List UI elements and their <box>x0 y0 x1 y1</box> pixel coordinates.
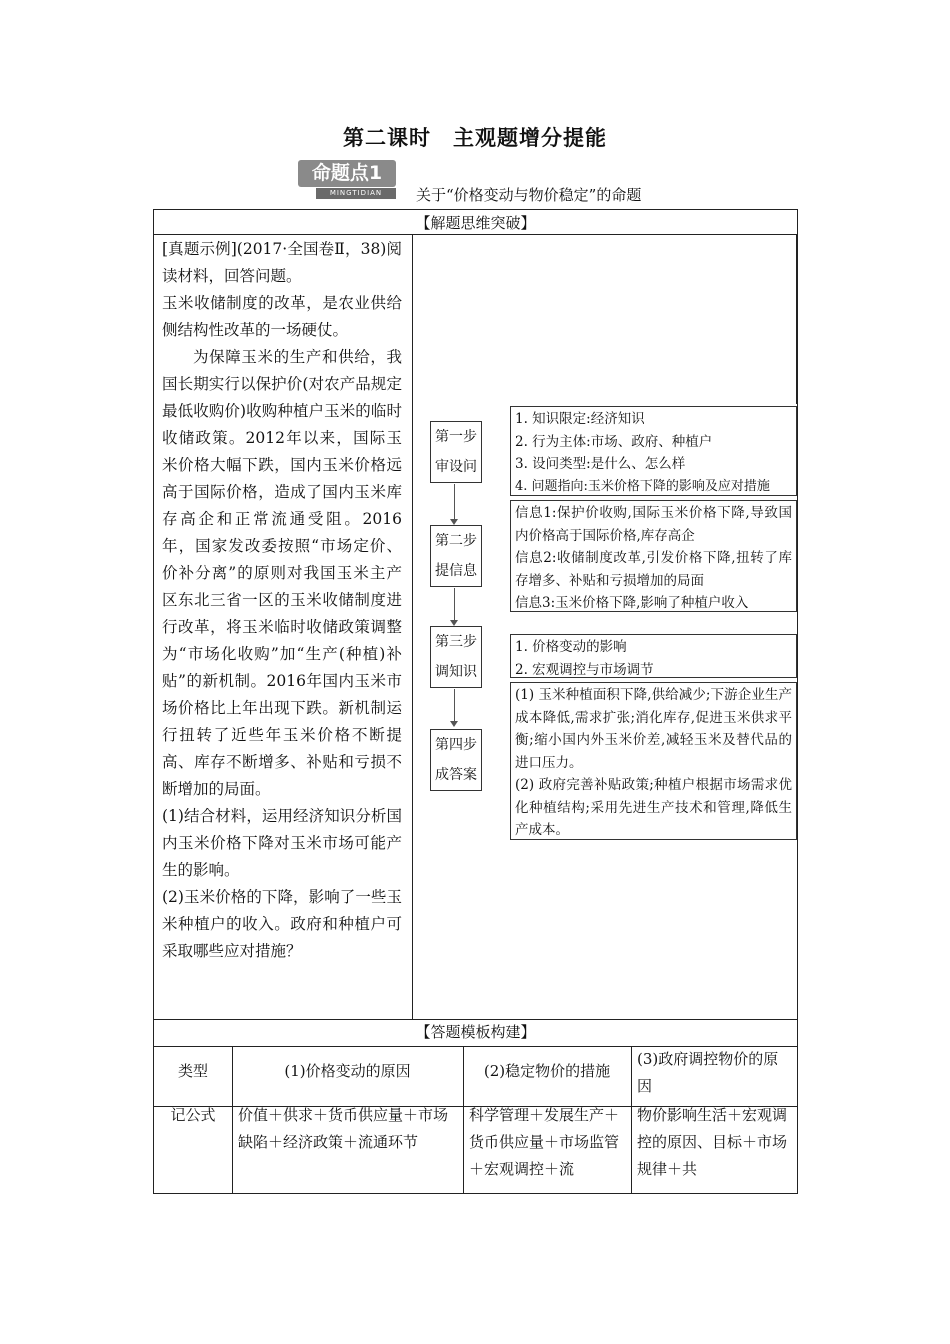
question-part-1: (1)结合材料，运用经济知识分析国内玉米价格下降对玉米市场可能产生的影响。 <box>162 807 402 879</box>
main-table <box>153 209 798 1194</box>
flow-arrow <box>454 484 455 520</box>
table-header-cell: (3)政府调控物价的原因 <box>637 1050 779 1095</box>
question-part-2: (2)玉米价格的下降，影响了一些玉米种植户的收入。政府和种植户可采取哪些应对措施？ <box>162 888 402 960</box>
step-2-label: 第二步 提信息 <box>430 525 482 587</box>
section-heading-template: 【答题模板构建】 <box>415 1023 536 1041</box>
step-4-label: 第四步 成答案 <box>430 729 482 791</box>
divider <box>154 234 797 235</box>
divider <box>154 1019 797 1020</box>
table-header-cell: (2)稳定物价的措施 <box>483 1062 611 1080</box>
page-title: 第二课时 主观题增分提能 <box>343 126 607 150</box>
topic-badge <box>298 160 396 200</box>
table-cell: 科学管理＋发展生产＋货币供应量＋市场监管＋宏观调控＋流 <box>469 1106 620 1178</box>
badge-label: 命题点1 <box>298 160 396 187</box>
step-3-content: 1. 价格变动的影响 2. 宏观调控与市场调节 <box>510 634 797 678</box>
table-cell: 记公式 <box>170 1106 216 1124</box>
right-border <box>796 234 797 404</box>
table-header-cell: 类型 <box>177 1062 208 1080</box>
step-4-content: (1) 玉米种植面积下降,供给减少;下游企业生产成本降低,需求扩张;消化库存,促进玉米供求平衡;缩小国内外玉米价差,减轻玉米及替代品的进口压力。 (2) 政府完善补贴政策;种植户根据市场需求优化种植结构;采用先进生产技术和管理,降低生产成本。 <box>510 682 797 840</box>
topic-subtitle: 关于“价格变动与物价稳定”的命题 <box>416 186 642 204</box>
question-text <box>162 236 402 965</box>
table-cell: 价值＋供求＋货币供应量＋市场缺陷＋经济政策＋流通环节 <box>238 1106 449 1151</box>
step-1-label: 第一步 审设问 <box>430 421 482 483</box>
step-2-content: 信息1:保护价收购,国际玉米价格下降,导致国内价格高于国际价格,库存高企 信息2:收储制度改革,引发价格下降,扭转了库存增多、补贴和亏损增加的局面 信息3:玉米价格下降,影响了种植户收入 <box>510 500 797 612</box>
column-divider <box>412 234 413 1019</box>
question-intro: 玉米收储制度的改革，是农业供给侧结构性改革的一场硬仗。 <box>162 294 402 339</box>
question-source: [真题示例](2017·全国卷Ⅱ，38)阅读材料，回答问题。 <box>162 240 402 285</box>
flow-arrow <box>454 588 455 621</box>
question-material: 为保障玉米的生产和供给，我国长期实行以保护价(对农产品规定最低收购价)收购种植户玉米的临时收储政策。2012年以来，国际玉米价格大幅下跌，国内玉米价格远高于国际价格，造成了国内玉米库存高企和正常流通受阻。2016年，国家发改委按照“市场定价、价补分离”的原则对我国玉米主产区东北三省一区的玉米收储制度进行改革，将玉米临时收储政策调整为“市场化收购”加“生产(种植)补贴”的新机制。2016年国内玉米市场价格比上年出现下跌。新机制运行扭转了近些年玉米价格不断提高、库存不断增多、补贴和亏损不断增加的局面。 <box>162 348 402 798</box>
step-1-content: 1. 知识限定:经济知识 2. 行为主体:市场、政府、种植户 3. 设问类型:是什么、怎么样 4. 问题指向:玉米价格下降的影响及应对措施 <box>510 406 797 496</box>
flow-arrow <box>454 689 455 722</box>
step-3-label: 第三步 调知识 <box>430 626 482 688</box>
section-heading-analysis: 【解题思维突破】 <box>415 214 536 232</box>
arrow-head <box>450 721 458 727</box>
badge-sublabel: MINGTIDIAN <box>316 188 396 199</box>
table-cell: 物价影响生活＋宏观调控的原因、目标＋市场规律＋共 <box>637 1106 788 1178</box>
table-header-cell: (1)价格变动的原因 <box>284 1062 411 1080</box>
